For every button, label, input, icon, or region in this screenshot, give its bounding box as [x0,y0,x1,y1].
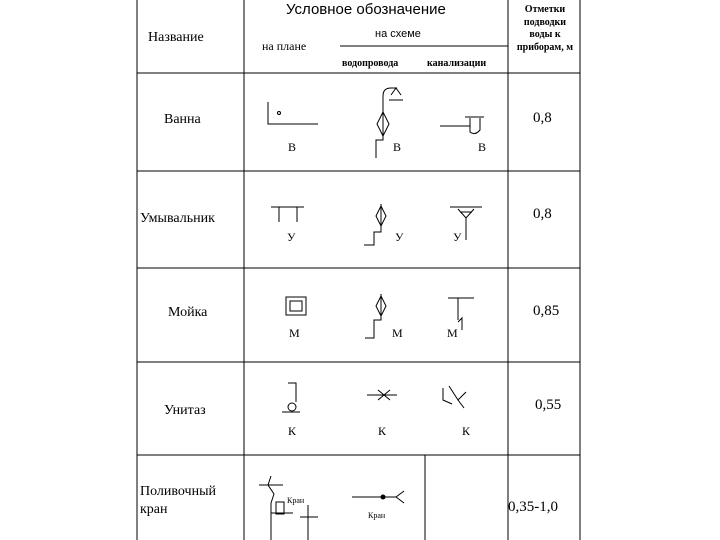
height-value-watering-tap: 0,35-1,0 [508,499,558,515]
sewer-letter-bath: В [478,140,487,154]
water-letter-bath: В [393,140,402,154]
height-value-sink: 0,85 [533,303,560,319]
table-title: Условное обозначение [286,1,446,18]
scheme-column-header: на схеме [375,28,421,40]
row-name-toilet: Унитаз [164,403,206,418]
height-value-toilet: 0,55 [535,397,562,413]
sewer-letter-toilet: К [462,424,471,438]
height-value-bath: 0,8 [533,110,552,126]
plan-column-header: на плане [262,39,307,53]
sewer-column-header: канализации [427,58,487,69]
water-letter-sink: М [392,326,403,340]
water-column-header: водопровода [342,58,399,69]
plan-letter-bath: В [288,140,297,154]
row-name-watering-tap: Поливочный кран [140,484,216,518]
row-name-washbasin: Умывальник [140,211,215,226]
water-letter-toilet: К [378,424,387,438]
height-value-washbasin: 0,8 [533,206,552,222]
plan-letter-toilet: К [288,424,297,438]
height-column-header: Отметки подводки воды к приборам, м [516,4,574,53]
sewer-letter-sink: М [447,326,458,340]
plan-letter-sink: М [289,326,300,340]
sewer-letter-washbasin: У [453,230,462,244]
plan-label-watering-tap: Кран [287,496,305,505]
name-column-header: Название [148,30,204,45]
row-name-bath: Ванна [164,112,201,127]
water-letter-washbasin: У [395,230,404,244]
row-name-sink: Мойка [168,305,208,320]
plan-letter-washbasin: У [287,230,296,244]
water-label-watering-tap: Кран [368,511,386,520]
